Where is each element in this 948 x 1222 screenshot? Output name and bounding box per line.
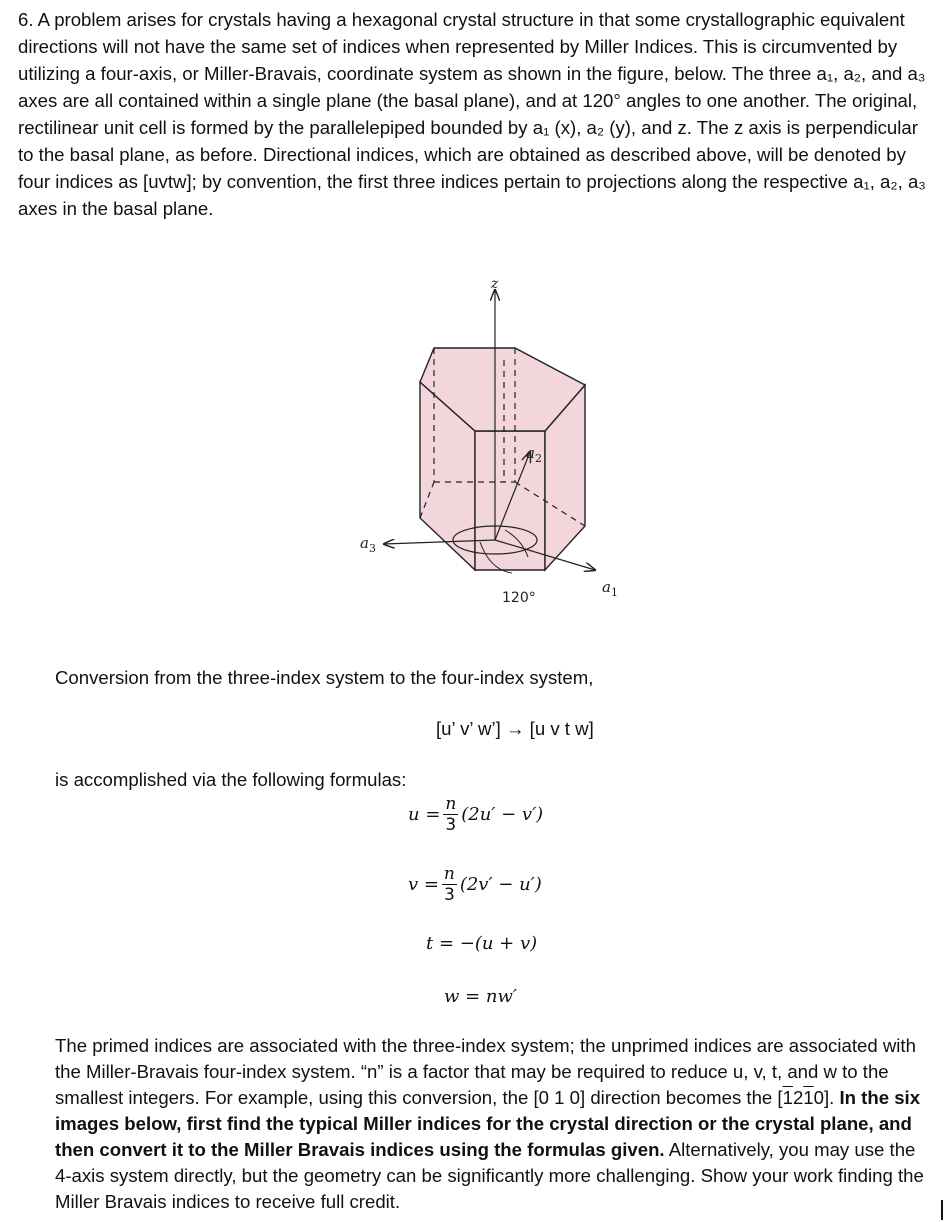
formula-v-numerator: n xyxy=(443,864,455,884)
closing-text-3: Alternatively, you may use the 4-axis system directly, but the geometry can be significantly more challenging. Show your work finding the Miller Bravais indices to receive full credit. xyxy=(55,1139,924,1212)
angle-label: 120° xyxy=(502,590,536,606)
formula-u-denominator: 3 xyxy=(445,815,457,835)
formula-t: t = −(u + v) xyxy=(426,933,538,954)
formula-w: w = nw′ xyxy=(444,986,518,1007)
formula-v-rhs: (2v′ − u′) xyxy=(459,874,542,895)
a2-axis-label: $a_2$ xyxy=(526,444,542,465)
closing-text-1: The primed indices are associated with the three-index system; the unprimed indices are associated with the Miller-Bravais four-index system. “n” is a factor that may be required to reduce u, v, t, and w to the smallest integers. For example, using this conversion, the [0 1 0] direction becomes the [ xyxy=(55,1035,916,1108)
hexagonal-unit-cell-figure xyxy=(340,270,640,630)
a3-axis-label: $a_3$ xyxy=(360,534,376,555)
formula-u-fraction xyxy=(443,794,458,835)
closing-bold-instruction: In the six images below, first find the typical Miller indices for the crystal direction or the crystal plane, and then convert it to the Miller Bravais indices using the formulas given. xyxy=(55,1087,921,1160)
a1-axis-label: $a_1$ xyxy=(602,578,618,599)
index-4: 0 xyxy=(813,1087,824,1108)
formula-u-rhs: (2u′ − v′) xyxy=(461,804,544,825)
formula-v-fraction xyxy=(442,864,457,905)
conversion-accomplished: is accomplished via the following formulas: xyxy=(55,769,407,790)
closing-text-2: ]. xyxy=(823,1087,840,1108)
formula-u xyxy=(408,794,543,835)
hexagonal-prism-diagram xyxy=(340,270,640,630)
formula-u-numerator: n xyxy=(445,794,457,814)
page-edge-mark xyxy=(941,1200,943,1220)
conversion-mapping: [u’ v’ w’] → [u v t w] xyxy=(436,718,594,739)
closing-paragraph xyxy=(55,1033,925,1215)
conversion-intro: Conversion from the three-index system to the four-index system, xyxy=(55,667,594,688)
index-3: 1 xyxy=(803,1087,814,1108)
formula-v-denominator: 3 xyxy=(443,885,455,905)
problem-intro: 6. A problem arises for crystals having a hexagonal crystal structure in that some crystallographic equivalent directions will not have the same set of indices when represented by Miller Indices. This is circumvented by utilizing a four-axis, or Miller-Bravais, coordinate system as shown in the figure, below. The three a₁, a₂, and a₃ axes are all contained within a single plane (the basal plane), and at 120° angles to one another. The original, rectilinear unit cell is formed by the parallelepiped bounded by a₁ (x), a₂ (y), and z. The z axis is perpendicular to the basal plane, as before. Directional indices, which are obtained as described above, will be denoted by four indices as [uvtw]; by convention, the first three indices pertain to projections along the respective a₁, a₂, a₃ axes in the basal plane. xyxy=(18,9,926,219)
index-1: 1 xyxy=(782,1087,793,1108)
formula-v xyxy=(408,864,542,905)
formula-v-lhs: v = xyxy=(408,874,439,895)
formula-u-lhs: u = xyxy=(408,804,441,825)
prism-body xyxy=(420,348,585,570)
z-axis-label: z xyxy=(491,276,499,292)
index-2: 2 xyxy=(792,1087,804,1108)
